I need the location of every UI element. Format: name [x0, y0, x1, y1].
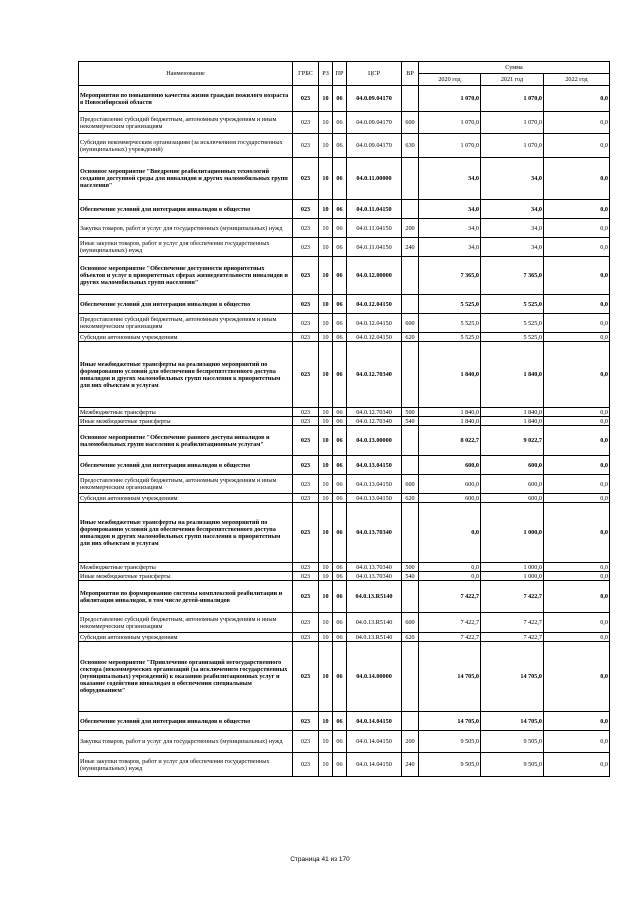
row-sum-2021: 7 422,7 [481, 633, 544, 642]
row-sum-2020: 7 422,7 [419, 613, 481, 633]
row-sum-2021: 1 840,0 [481, 408, 544, 417]
row-rz: 10 [319, 112, 333, 134]
row-csr: 04.0.11.04150 [347, 238, 402, 257]
header-year-2020: 2020 год [419, 74, 481, 86]
row-csr: 04.0.13.R5140 [347, 613, 402, 633]
row-grbs: 023 [293, 158, 319, 200]
row-sum-2020: 8 022,7 [419, 426, 481, 456]
row-name: Предоставление субсидий бюджетным, автономным учреждениям и иным некоммерческим организациям [79, 475, 293, 494]
row-pr: 06 [333, 314, 347, 333]
row-sum-2021: 1 000,0 [481, 563, 544, 572]
row-grbs: 023 [293, 456, 319, 475]
row-rz: 10 [319, 475, 333, 494]
header-sum: Сумма [419, 62, 610, 74]
row-grbs: 023 [293, 426, 319, 456]
row-name: Мероприятия по повышению качества жизни граждан пожилого возраста в Новосибирской области [79, 86, 293, 112]
row-csr: 04.0.12.04150 [347, 295, 402, 314]
row-rz: 10 [319, 503, 333, 563]
row-vr [402, 86, 419, 112]
row-csr: 04.0.09.04170 [347, 134, 402, 158]
table-row [79, 134, 610, 158]
row-vr: 200 [402, 731, 419, 753]
row-csr: 04.0.13.70340 [347, 572, 402, 581]
row-vr [402, 295, 419, 314]
row-vr: 600 [402, 475, 419, 494]
row-rz: 10 [319, 494, 333, 503]
row-vr: 540 [402, 417, 419, 426]
row-sum-2020: 1 070,0 [419, 134, 481, 158]
row-grbs: 023 [293, 581, 319, 613]
row-name: Субсидии автономным учреждениям [79, 333, 293, 342]
row-csr: 04.0.14.04150 [347, 712, 402, 731]
row-grbs: 023 [293, 633, 319, 642]
row-csr: 04.0.11.00000 [347, 158, 402, 200]
row-sum-2020: 14 705,0 [419, 642, 481, 712]
header-rz: РЗ [319, 62, 333, 86]
row-pr: 06 [333, 134, 347, 158]
row-sum-2022: 0,0 [544, 417, 610, 426]
row-pr: 06 [333, 219, 347, 238]
table-row [79, 581, 610, 613]
table-row [79, 200, 610, 219]
row-grbs: 023 [293, 257, 319, 295]
row-pr: 06 [333, 417, 347, 426]
row-sum-2021: 1 840,0 [481, 417, 544, 426]
row-sum-2022: 0,0 [544, 731, 610, 753]
row-sum-2021: 1 000,0 [481, 572, 544, 581]
row-vr [402, 426, 419, 456]
row-csr: 04.0.13.R5140 [347, 633, 402, 642]
row-sum-2020: 1 840,0 [419, 417, 481, 426]
row-name: Мероприятия по формированию системы комплексной реабилитации и абилитации инвалидов, в том числе детей-инвалидов [79, 581, 293, 613]
row-rz: 10 [319, 314, 333, 333]
row-rz: 10 [319, 712, 333, 731]
row-grbs: 023 [293, 503, 319, 563]
row-csr: 04.0.13.70340 [347, 563, 402, 572]
row-vr: 240 [402, 753, 419, 777]
row-grbs: 023 [293, 342, 319, 408]
row-sum-2020: 0,0 [419, 572, 481, 581]
row-pr: 06 [333, 731, 347, 753]
row-grbs: 023 [293, 200, 319, 219]
row-csr: 04.0.13.00000 [347, 426, 402, 456]
row-rz: 10 [319, 426, 333, 456]
row-sum-2022: 0,0 [544, 572, 610, 581]
row-csr: 04.0.11.04150 [347, 200, 402, 219]
row-vr [402, 712, 419, 731]
row-grbs: 023 [293, 408, 319, 417]
row-sum-2021: 7 422,7 [481, 581, 544, 613]
row-grbs: 023 [293, 219, 319, 238]
row-sum-2022: 0,0 [544, 456, 610, 475]
row-csr: 04.0.13.70340 [347, 503, 402, 563]
row-vr [402, 200, 419, 219]
row-name: Основное мероприятие "Обеспечение доступности приоритетных объектов и услуг в приоритетных сферах жизнедеятельности инвалидов и других маломобильных групп населения" [79, 257, 293, 295]
row-sum-2022: 0,0 [544, 642, 610, 712]
row-name: Субсидии автономным учреждениям [79, 633, 293, 642]
row-sum-2022: 0,0 [544, 408, 610, 417]
table-row [79, 86, 610, 112]
row-pr: 06 [333, 408, 347, 417]
row-sum-2021: 14 705,0 [481, 712, 544, 731]
row-sum-2020: 5 525,0 [419, 314, 481, 333]
row-sum-2020: 34,0 [419, 158, 481, 200]
row-name: Предоставление субсидий бюджетным, автономным учреждениям и иным некоммерческим организациям [79, 314, 293, 333]
table-row [79, 408, 610, 417]
row-vr [402, 456, 419, 475]
row-grbs: 023 [293, 494, 319, 503]
row-rz: 10 [319, 417, 333, 426]
row-sum-2022: 0,0 [544, 333, 610, 342]
row-vr [402, 581, 419, 613]
row-sum-2021: 1 070,0 [481, 134, 544, 158]
row-pr: 06 [333, 572, 347, 581]
page-number: Страница 41 из 170 [290, 856, 350, 863]
row-name: Межбюджетные трансферты [79, 408, 293, 417]
row-vr: 500 [402, 563, 419, 572]
row-sum-2022: 0,0 [544, 238, 610, 257]
row-sum-2022: 0,0 [544, 200, 610, 219]
table-row [79, 158, 610, 200]
header-grbs: ГРБС [293, 62, 319, 86]
row-sum-2022: 0,0 [544, 613, 610, 633]
header-name: Наименование [79, 62, 293, 86]
row-rz: 10 [319, 581, 333, 613]
header-vr: ВР [402, 62, 419, 86]
table-row [79, 503, 610, 563]
table-row [79, 238, 610, 257]
budget-table [78, 61, 610, 777]
row-sum-2020: 600,0 [419, 475, 481, 494]
row-sum-2022: 0,0 [544, 494, 610, 503]
row-sum-2020: 9 505,0 [419, 753, 481, 777]
row-vr [402, 503, 419, 563]
row-grbs: 023 [293, 314, 319, 333]
row-grbs: 023 [293, 613, 319, 633]
row-sum-2021: 7 365,0 [481, 257, 544, 295]
row-sum-2021: 14 705,0 [481, 642, 544, 712]
row-name: Субсидии автономным учреждениям [79, 494, 293, 503]
row-rz: 10 [319, 238, 333, 257]
row-pr: 06 [333, 295, 347, 314]
row-sum-2020: 0,0 [419, 563, 481, 572]
table-row [79, 257, 610, 295]
row-pr: 06 [333, 581, 347, 613]
row-sum-2022: 0,0 [544, 158, 610, 200]
row-vr: 620 [402, 494, 419, 503]
row-rz: 10 [319, 408, 333, 417]
row-sum-2022: 0,0 [544, 475, 610, 494]
row-vr [402, 158, 419, 200]
row-sum-2022: 0,0 [544, 86, 610, 112]
row-sum-2021: 1 070,0 [481, 86, 544, 112]
row-rz: 10 [319, 456, 333, 475]
header-csr: ЦСР [347, 62, 402, 86]
row-name: Иные межбюджетные трансферты на реализацию мероприятий по формированию условий для обеспечения беспрепятственного доступа инвалидов и других маломобильных групп населения к приоритетным для них объектам и услугам [79, 342, 293, 408]
row-name: Обеспечение условий для интеграции инвалидов в общество [79, 295, 293, 314]
row-sum-2021: 1 000,0 [481, 503, 544, 563]
table-row [79, 417, 610, 426]
row-vr: 620 [402, 333, 419, 342]
row-name: Иные межбюджетные трансферты [79, 572, 293, 581]
row-sum-2021: 34,0 [481, 200, 544, 219]
row-vr [402, 257, 419, 295]
row-rz: 10 [319, 633, 333, 642]
row-grbs: 023 [293, 475, 319, 494]
row-name: Закупка товаров, работ и услуг для государственных (муниципальных) нужд [79, 219, 293, 238]
row-sum-2020: 1 840,0 [419, 408, 481, 417]
row-name: Иные межбюджетные трансферты [79, 417, 293, 426]
row-name: Иные межбюджетные трансферты на реализацию мероприятий по формированию условий для обеспечения беспрепятственного доступа инвалидов и других маломобильных групп населения к приоритетным для них объектам и услугам [79, 503, 293, 563]
row-vr: 620 [402, 633, 419, 642]
table-row [79, 314, 610, 333]
row-csr: 04.0.12.70340 [347, 408, 402, 417]
row-vr: 630 [402, 134, 419, 158]
header-pr: ПР [333, 62, 347, 86]
row-name: Обеспечение условий для интеграции инвалидов в общество [79, 200, 293, 219]
table-row [79, 731, 610, 753]
row-csr: 04.0.09.04170 [347, 86, 402, 112]
row-name: Основное мероприятие "Привлечение организаций негосударственного сектора (некоммерческих организаций (за исключением государственных (муниципальных) учреждений) к оказанию реабилитационных услуг и оказание содействия инвалидам в обеспечении специальным оборудованием" [79, 642, 293, 712]
table-row [79, 219, 610, 238]
row-vr: 200 [402, 219, 419, 238]
row-rz: 10 [319, 134, 333, 158]
row-pr: 06 [333, 257, 347, 295]
row-rz: 10 [319, 158, 333, 200]
row-sum-2022: 0,0 [544, 581, 610, 613]
row-sum-2020: 34,0 [419, 219, 481, 238]
row-sum-2022: 0,0 [544, 257, 610, 295]
header-year-2021: 2021 год [481, 74, 544, 86]
row-csr: 04.0.11.04150 [347, 219, 402, 238]
row-sum-2021: 9 022,7 [481, 426, 544, 456]
row-sum-2020: 1 070,0 [419, 86, 481, 112]
row-vr: 600 [402, 613, 419, 633]
row-sum-2021: 9 505,0 [481, 731, 544, 753]
row-pr: 06 [333, 613, 347, 633]
row-sum-2021: 7 422,7 [481, 613, 544, 633]
row-sum-2022: 0,0 [544, 563, 610, 572]
row-csr: 04.0.14.00000 [347, 642, 402, 712]
row-pr: 06 [333, 158, 347, 200]
row-pr: 06 [333, 563, 347, 572]
row-csr: 04.0.12.70340 [347, 417, 402, 426]
row-name: Обеспечение условий для интеграции инвалидов в общество [79, 456, 293, 475]
row-rz: 10 [319, 572, 333, 581]
table-body [79, 86, 610, 777]
row-csr: 04.0.09.04170 [347, 112, 402, 134]
row-grbs: 023 [293, 86, 319, 112]
row-sum-2020: 600,0 [419, 494, 481, 503]
row-sum-2022: 0,0 [544, 219, 610, 238]
row-pr: 06 [333, 642, 347, 712]
row-name: Основное мероприятие "Обеспечение равного доступа инвалидов и маломобильных групп населения к реабилитационным услугам" [79, 426, 293, 456]
row-rz: 10 [319, 257, 333, 295]
row-grbs: 023 [293, 572, 319, 581]
row-sum-2021: 600,0 [481, 456, 544, 475]
row-rz: 10 [319, 563, 333, 572]
row-name: Субсидии некоммерческим организациям (за исключением государственных (муниципальных) учреждений) [79, 134, 293, 158]
row-sum-2020: 7 422,7 [419, 581, 481, 613]
row-grbs: 023 [293, 295, 319, 314]
table-row [79, 563, 610, 572]
row-sum-2021: 34,0 [481, 158, 544, 200]
row-sum-2020: 34,0 [419, 200, 481, 219]
row-vr: 600 [402, 314, 419, 333]
row-sum-2022: 0,0 [544, 503, 610, 563]
row-sum-2020: 7 365,0 [419, 257, 481, 295]
table-row [79, 112, 610, 134]
row-sum-2021: 600,0 [481, 475, 544, 494]
row-name: Межбюджетные трансферты [79, 563, 293, 572]
row-sum-2020: 5 525,0 [419, 333, 481, 342]
row-grbs: 023 [293, 753, 319, 777]
table-row [79, 426, 610, 456]
table-row [79, 642, 610, 712]
row-name: Иные закупки товаров, работ и услуг для обеспечения государственных (муниципальных) нужд [79, 238, 293, 257]
row-sum-2021: 9 505,0 [481, 753, 544, 777]
row-rz: 10 [319, 731, 333, 753]
header-year-2022: 2022 год [544, 74, 610, 86]
row-csr: 04.0.13.04150 [347, 475, 402, 494]
row-name: Обеспечение условий для интеграции инвалидов в общество [79, 712, 293, 731]
row-grbs: 023 [293, 731, 319, 753]
row-grbs: 023 [293, 238, 319, 257]
row-name: Закупка товаров, работ и услуг для государственных (муниципальных) нужд [79, 731, 293, 753]
table-row [79, 712, 610, 731]
row-rz: 10 [319, 642, 333, 712]
row-pr: 06 [333, 475, 347, 494]
row-sum-2022: 0,0 [544, 426, 610, 456]
row-pr: 06 [333, 112, 347, 134]
row-rz: 10 [319, 219, 333, 238]
row-vr: 240 [402, 238, 419, 257]
row-sum-2022: 0,0 [544, 753, 610, 777]
row-rz: 10 [319, 333, 333, 342]
row-sum-2020: 600,0 [419, 456, 481, 475]
row-sum-2022: 0,0 [544, 633, 610, 642]
table-row [79, 456, 610, 475]
row-sum-2020: 1 840,0 [419, 342, 481, 408]
row-name: Иные закупки товаров, работ и услуг для обеспечения государственных (муниципальных) нужд [79, 753, 293, 777]
row-vr: 540 [402, 572, 419, 581]
row-grbs: 023 [293, 417, 319, 426]
row-sum-2021: 1 070,0 [481, 112, 544, 134]
row-name: Предоставление субсидий бюджетным, автономным учреждениям и иным некоммерческим организациям [79, 613, 293, 633]
row-sum-2021: 5 525,0 [481, 314, 544, 333]
row-pr: 06 [333, 753, 347, 777]
row-grbs: 023 [293, 112, 319, 134]
row-pr: 06 [333, 86, 347, 112]
row-sum-2020: 14 705,0 [419, 712, 481, 731]
row-name: Предоставление субсидий бюджетным, автономным учреждениям и иным некоммерческим организациям [79, 112, 293, 134]
row-csr: 04.0.12.70340 [347, 342, 402, 408]
row-sum-2020: 5 525,0 [419, 295, 481, 314]
row-pr: 06 [333, 333, 347, 342]
row-name: Основное мероприятие "Внедрение реабилитационных технологий создания доступной среды для инвалидов и других маломобильных групп населения" [79, 158, 293, 200]
row-pr: 06 [333, 503, 347, 563]
row-pr: 06 [333, 342, 347, 408]
row-sum-2022: 0,0 [544, 712, 610, 731]
row-csr: 04.0.13.04150 [347, 456, 402, 475]
row-grbs: 023 [293, 134, 319, 158]
row-csr: 04.0.14.04150 [347, 753, 402, 777]
row-vr: 500 [402, 408, 419, 417]
row-rz: 10 [319, 753, 333, 777]
table-row [79, 475, 610, 494]
row-csr: 04.0.13.04150 [347, 494, 402, 503]
row-rz: 10 [319, 86, 333, 112]
row-sum-2021: 1 840,0 [481, 342, 544, 408]
row-grbs: 023 [293, 563, 319, 572]
row-pr: 06 [333, 633, 347, 642]
row-rz: 10 [319, 613, 333, 633]
row-vr: 600 [402, 112, 419, 134]
row-sum-2022: 0,0 [544, 314, 610, 333]
row-rz: 10 [319, 200, 333, 219]
row-sum-2022: 0,0 [544, 112, 610, 134]
row-sum-2020: 1 070,0 [419, 112, 481, 134]
row-sum-2020: 34,0 [419, 238, 481, 257]
row-vr [402, 642, 419, 712]
row-sum-2021: 5 525,0 [481, 295, 544, 314]
row-sum-2021: 5 525,0 [481, 333, 544, 342]
row-pr: 06 [333, 456, 347, 475]
table-row [79, 494, 610, 503]
row-pr: 06 [333, 238, 347, 257]
table-row [79, 753, 610, 777]
table-row [79, 572, 610, 581]
row-sum-2022: 0,0 [544, 295, 610, 314]
table-row [79, 295, 610, 314]
row-sum-2022: 0,0 [544, 342, 610, 408]
row-csr: 04.0.12.04150 [347, 333, 402, 342]
row-sum-2021: 34,0 [481, 219, 544, 238]
table-row [79, 633, 610, 642]
table-row [79, 342, 610, 408]
table-row [79, 333, 610, 342]
row-vr [402, 342, 419, 408]
row-pr: 06 [333, 200, 347, 219]
row-pr: 06 [333, 712, 347, 731]
row-sum-2021: 34,0 [481, 238, 544, 257]
row-grbs: 023 [293, 333, 319, 342]
row-pr: 06 [333, 494, 347, 503]
row-sum-2020: 9 505,0 [419, 731, 481, 753]
row-sum-2022: 0,0 [544, 134, 610, 158]
table-row [79, 613, 610, 633]
row-pr: 06 [333, 426, 347, 456]
row-sum-2021: 600,0 [481, 494, 544, 503]
row-csr: 04.0.12.00000 [347, 257, 402, 295]
row-grbs: 023 [293, 642, 319, 712]
row-grbs: 023 [293, 712, 319, 731]
row-sum-2020: 0,0 [419, 503, 481, 563]
row-csr: 04.0.13.R5140 [347, 581, 402, 613]
row-rz: 10 [319, 295, 333, 314]
row-csr: 04.0.12.04150 [347, 314, 402, 333]
row-csr: 04.0.14.04150 [347, 731, 402, 753]
row-sum-2020: 7 422,7 [419, 633, 481, 642]
row-rz: 10 [319, 342, 333, 408]
